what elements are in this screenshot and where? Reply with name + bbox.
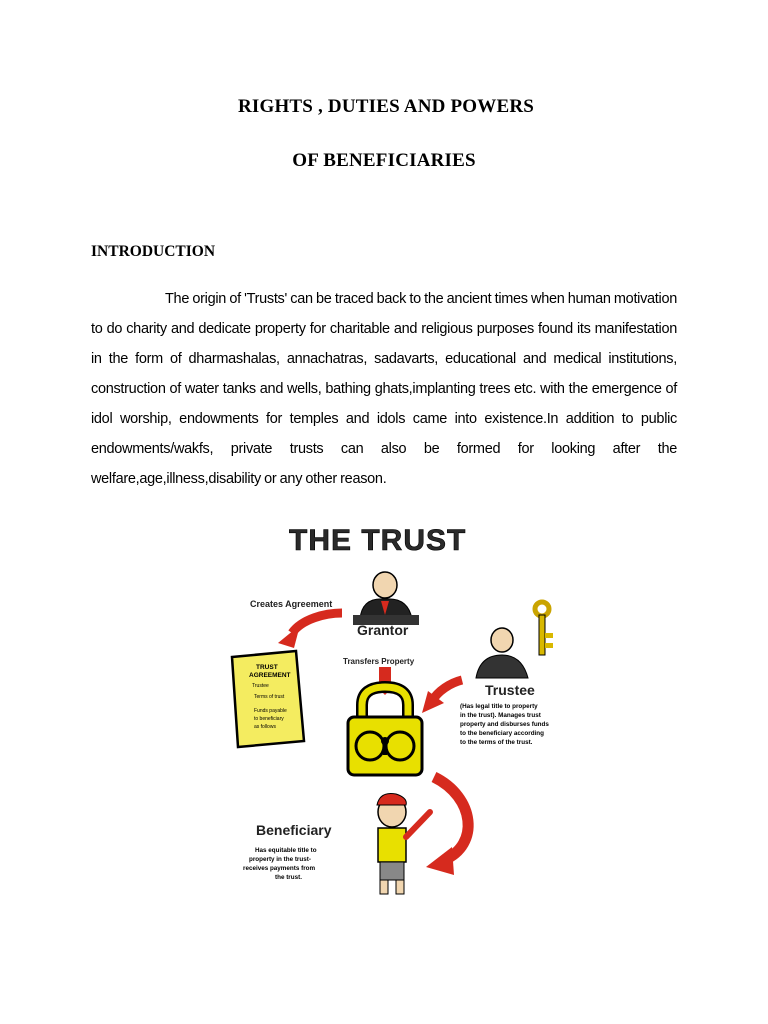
agreement-line-1: Trustee <box>252 683 269 689</box>
intro-paragraph-text: The origin of 'Trusts' can be traced back to the ancient times when human motivation to do charity and dedicate property for charitable and religious purposes found its manifestation in the form of dharmashalas, annachatras, sadavarts, educational and medical institutions, construction of water tanks and wells, bathing ghats,implanting trees etc. with the emergence of idol worship, endowments for temples and idols came into existence.In addition to public endowments/wakfs, private trusts can also be formed for looking after the welfare,age,illness,disability or any other reason. <box>91 291 677 487</box>
beneficiary-arrowhead <box>426 847 454 875</box>
padlock-icon <box>348 687 422 775</box>
beneficiary-desc-3: receives payments from <box>243 865 316 872</box>
trustee-desc-5: to the terms of the trust. <box>460 739 533 746</box>
figure-title: THE TRUST <box>289 524 467 557</box>
trustee-desc-3: property and disburses funds <box>460 721 549 728</box>
grantor-label: Grantor <box>357 622 409 638</box>
beneficiary-desc-4: the trust. <box>275 874 302 881</box>
agreement-title-2: AGREEMENT <box>249 672 291 679</box>
transfers-property-label: Transfers Property <box>343 657 415 666</box>
trustee-desc-4: to the beneficiary according <box>460 730 544 737</box>
trustee-figure <box>476 602 553 678</box>
creates-agreement-arrowhead <box>278 625 300 648</box>
trustee-label: Trustee <box>485 682 535 698</box>
beneficiary-desc-1: Has equitable title to <box>255 847 317 854</box>
trust-agreement-document <box>232 651 304 747</box>
beneficiary-label: Beneficiary <box>256 822 332 838</box>
agreement-line-5: as follows <box>254 724 276 730</box>
trustee-desc-1: (Has legal title to property <box>460 703 538 710</box>
grantor-figure <box>353 572 419 625</box>
section-heading: INTRODUCTION <box>91 243 216 260</box>
beneficiary-figure <box>377 793 430 894</box>
intro-paragraph <box>91 284 677 494</box>
creates-agreement-label: Creates Agreement <box>250 599 333 609</box>
agreement-title-1: TRUST <box>256 664 278 671</box>
document-title-line1: RIGHTS , DUTIES AND POWERS <box>237 96 535 117</box>
beneficiary-desc-2: property in the trust- <box>249 856 311 863</box>
trustee-desc-2: in the trust). Manages trust <box>460 712 541 719</box>
agreement-line-2: Terms of trust <box>254 694 285 700</box>
agreement-line-3: Funds payable <box>254 708 287 714</box>
document-title-line2: OF BENEFICIARIES <box>292 150 476 171</box>
creates-agreement-arrow <box>292 613 342 633</box>
trust-diagram <box>230 515 600 905</box>
agreement-line-4: to beneficiary <box>254 716 284 722</box>
beneficiary-arrow <box>434 777 468 860</box>
